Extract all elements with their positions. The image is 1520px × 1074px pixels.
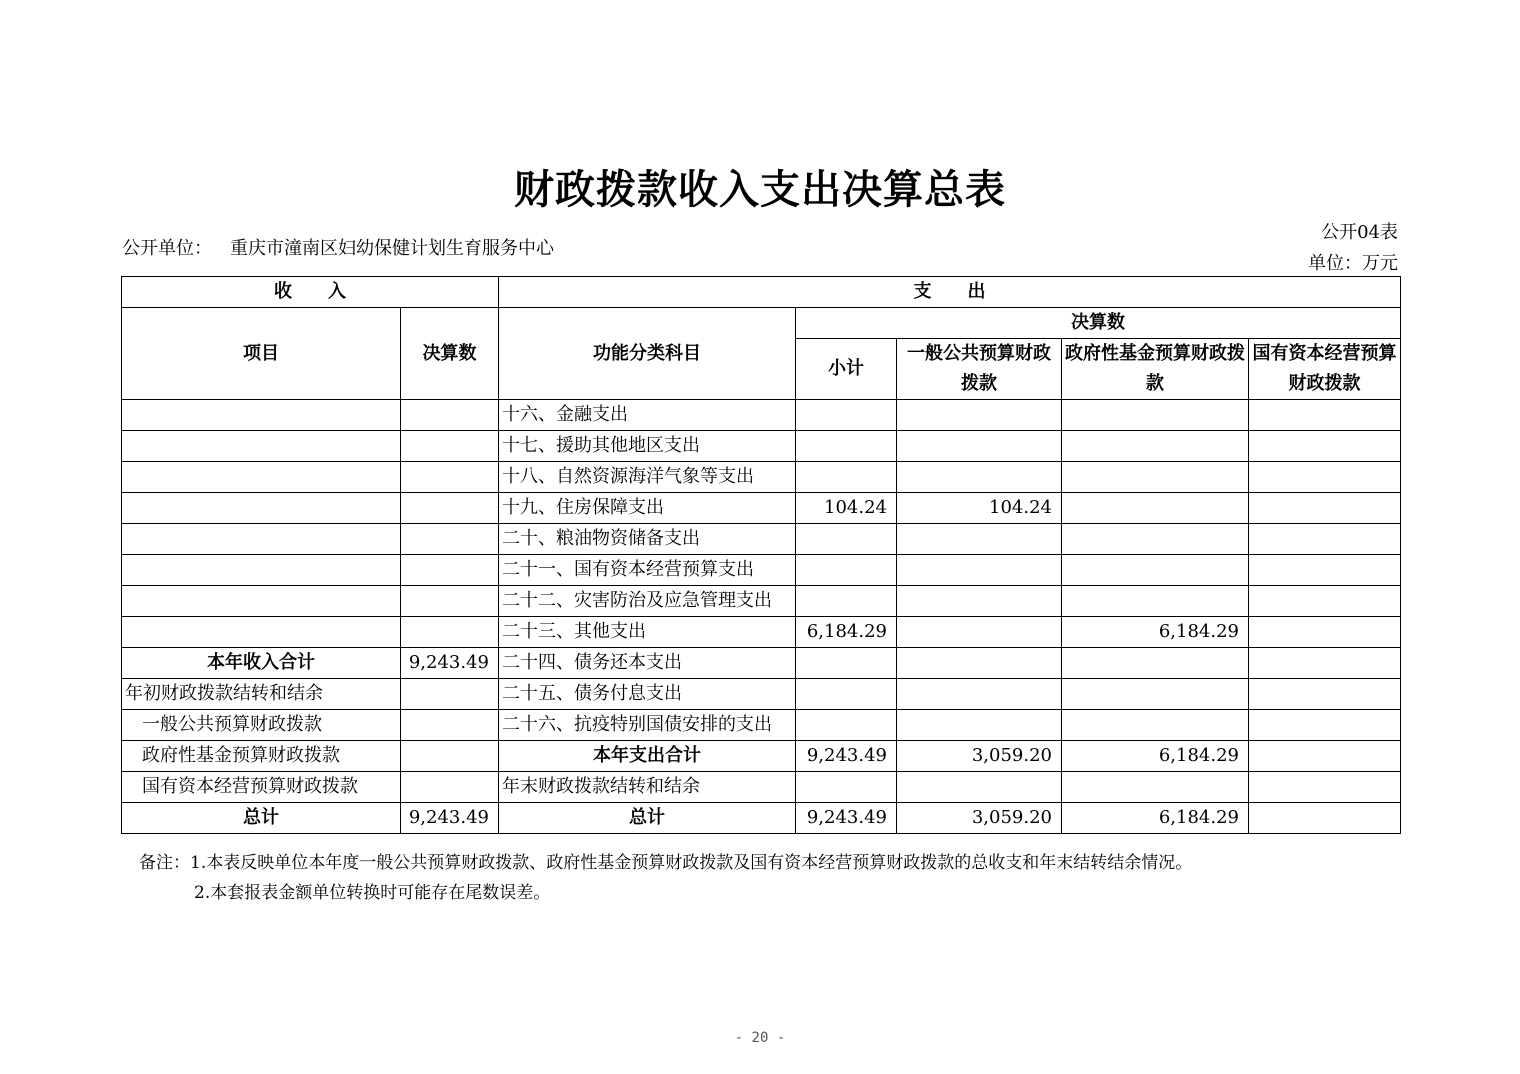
subtotal-cell [796,524,897,555]
income-amount-cell [401,679,499,710]
table-row [122,803,1401,834]
subtotal-cell: 9,243.49 [796,803,897,834]
general-budget-cell: 104.24 [897,493,1062,524]
func-category-cell: 十九、住房保障支出 [499,493,796,524]
subtotal-cell [796,772,897,803]
general-budget-cell [897,679,1062,710]
state-capital-cell [1249,586,1401,617]
income-amount-cell [401,741,499,772]
income-amount-cell: 9,243.49 [401,648,499,679]
income-item-cell [122,524,401,555]
org-name: 重庆市潼南区妇幼保健计划生育服务中心 [230,238,554,259]
general-budget-cell [897,710,1062,741]
table-row [122,462,1401,493]
state-capital-cell [1249,400,1401,431]
func-category-header: 功能分类科目 [499,308,796,400]
func-category-cell: 二十四、债务还本支出 [499,648,796,679]
note-line-1: 备注：1.本表反映单位本年度一般公共预算财政拨款、政府性基金预算财政拨款及国有资本经营预算财政拨款的总收支和年末结转结余情况。 [139,853,1193,873]
subtotal-cell [796,462,897,493]
state-capital-cell [1249,617,1401,648]
income-item-cell: 一般公共预算财政拨款 [122,710,401,741]
income-amount-cell [401,524,499,555]
table-row [122,648,1401,679]
income-item-cell [122,586,401,617]
state-capital-header: 国有资本经营预算财政拨款 [1249,339,1401,400]
general-budget-cell [897,524,1062,555]
state-capital-cell [1249,741,1401,772]
gov-fund-cell [1062,431,1249,462]
func-category-cell: 十八、自然资源海洋气象等支出 [499,462,796,493]
subtotal-cell [796,710,897,741]
table-row [122,710,1401,741]
general-budget-cell [897,555,1062,586]
general-budget-cell [897,586,1062,617]
state-capital-cell [1249,524,1401,555]
income-item-cell: 年初财政拨款结转和结余 [122,679,401,710]
func-category-cell: 二十、粮油物资储备支出 [499,524,796,555]
state-capital-cell [1249,462,1401,493]
income-amount-cell [401,493,499,524]
table-row [122,431,1401,462]
income-item-cell [122,431,401,462]
fiscal-summary-table [121,276,1401,834]
state-capital-cell [1249,555,1401,586]
income-amount-cell [401,710,499,741]
general-budget-cell [897,648,1062,679]
gov-fund-cell [1062,586,1249,617]
gov-fund-cell [1062,462,1249,493]
func-category-cell: 十七、援助其他地区支出 [499,431,796,462]
org-label: 公开单位： [122,238,212,259]
expense-header: 支 出 [499,277,1401,308]
general-budget-cell [897,400,1062,431]
income-header: 收 入 [122,277,499,308]
income-amount-cell [401,617,499,648]
income-item-cell: 政府性基金预算财政拨款 [122,741,401,772]
subtotal-cell [796,648,897,679]
gov-fund-cell [1062,772,1249,803]
general-budget-cell: 3,059.20 [897,741,1062,772]
notes [139,848,1192,908]
income-item-cell [122,400,401,431]
form-number: 公开04表 [1321,222,1398,243]
state-capital-cell [1249,648,1401,679]
gov-fund-cell [1062,710,1249,741]
page-number: - 20 - [734,1030,786,1046]
subtotal-header: 小计 [796,339,897,400]
income-item-cell [122,617,401,648]
subtotal-cell: 6,184.29 [796,617,897,648]
final-amount-header: 决算数 [796,308,1401,339]
income-amount-cell [401,462,499,493]
table-row [122,524,1401,555]
income-item-cell: 本年收入合计 [122,648,401,679]
income-item-cell: 总计 [122,803,401,834]
subtotal-cell [796,431,897,462]
gov-fund-cell [1062,400,1249,431]
income-item-cell [122,493,401,524]
state-capital-cell [1249,803,1401,834]
state-capital-cell [1249,679,1401,710]
gov-fund-header: 政府性基金预算财政拨款 [1062,339,1249,400]
subtotal-cell [796,400,897,431]
func-category-cell: 二十五、债务付息支出 [499,679,796,710]
general-budget-cell [897,431,1062,462]
general-budget-cell [897,462,1062,493]
state-capital-cell [1249,772,1401,803]
gov-fund-cell: 6,184.29 [1062,741,1249,772]
func-category-cell: 总计 [499,803,796,834]
general-budget-cell: 3,059.20 [897,803,1062,834]
subtotal-cell [796,555,897,586]
gov-fund-cell [1062,648,1249,679]
gov-fund-cell [1062,679,1249,710]
func-category-cell: 十六、金融支出 [499,400,796,431]
item-header: 项目 [122,308,401,400]
subtotal-cell [796,586,897,617]
budget-amount-header: 决算数 [401,308,499,400]
subtotal-cell: 9,243.49 [796,741,897,772]
gov-fund-cell [1062,493,1249,524]
func-category-cell: 二十一、国有资本经营预算支出 [499,555,796,586]
gov-fund-cell: 6,184.29 [1062,617,1249,648]
income-item-cell: 国有资本经营预算财政拨款 [122,772,401,803]
func-category-cell: 年末财政拨款结转和结余 [499,772,796,803]
table-row [122,400,1401,431]
table-row [122,772,1401,803]
table-row [122,741,1401,772]
state-capital-cell [1249,710,1401,741]
organization-line [122,234,554,260]
table-row [122,586,1401,617]
income-amount-cell [401,431,499,462]
func-category-cell: 二十二、灾害防治及应急管理支出 [499,586,796,617]
unit-label: 单位：万元 [1308,253,1398,274]
gov-fund-cell [1062,524,1249,555]
func-category-cell: 本年支出合计 [499,741,796,772]
income-amount-cell [401,555,499,586]
subtotal-cell [796,679,897,710]
income-item-cell [122,462,401,493]
state-capital-cell [1249,493,1401,524]
general-budget-header: 一般公共预算财政拨款 [897,339,1062,400]
func-category-cell: 二十六、抗疫特别国债安排的支出 [499,710,796,741]
note-line-2: 2.本套报表金额单位转换时可能存在尾数误差。 [194,883,551,903]
income-amount-cell [401,400,499,431]
page-title: 财政拨款收入支出决算总表 [514,166,1006,213]
gov-fund-cell: 6,184.29 [1062,803,1249,834]
table-row [122,617,1401,648]
table-row [122,679,1401,710]
state-capital-cell [1249,431,1401,462]
income-amount-cell [401,772,499,803]
func-category-cell: 二十三、其他支出 [499,617,796,648]
table-row [122,555,1401,586]
subtotal-cell: 104.24 [796,493,897,524]
income-amount-cell: 9,243.49 [401,803,499,834]
table-row [122,493,1401,524]
income-item-cell [122,555,401,586]
general-budget-cell [897,617,1062,648]
income-amount-cell [401,586,499,617]
gov-fund-cell [1062,555,1249,586]
general-budget-cell [897,772,1062,803]
